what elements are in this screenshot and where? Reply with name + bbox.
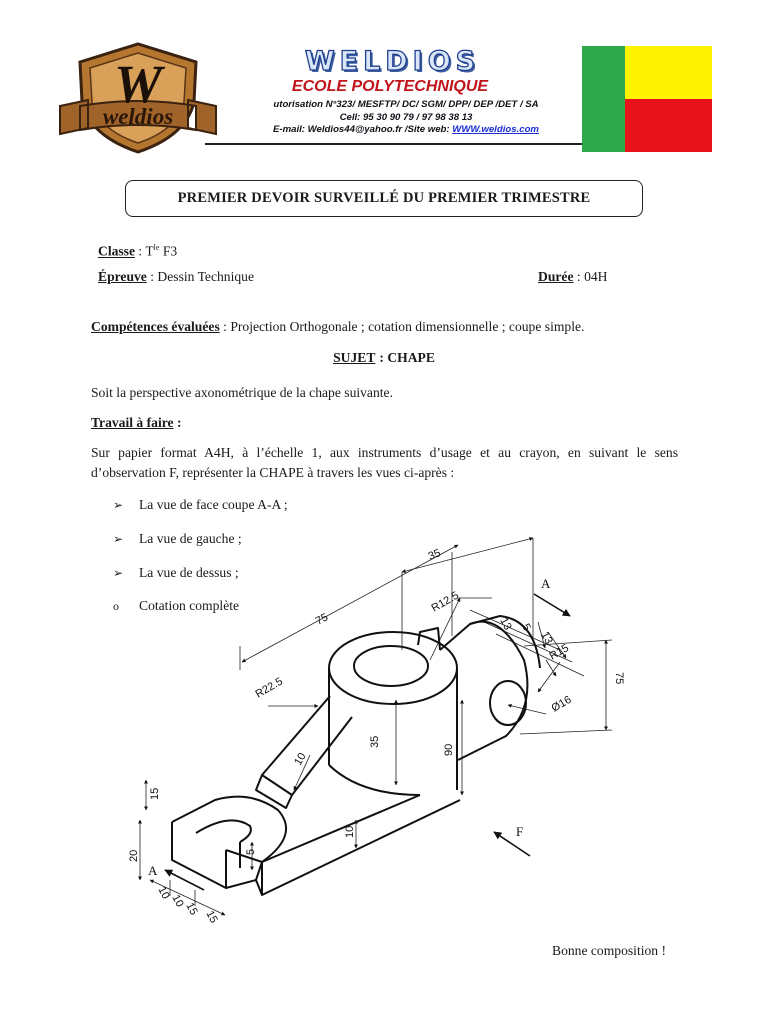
sujet-label: SUJET [333,350,376,365]
dim-15-left: 15 [149,787,161,800]
instruction-line-2: d’observation F, représenter la CHAPE à travers les vues ci-après : [91,465,455,480]
instruction-line-1: Sur papier format A4H, à l’échelle 1, aux instruments d’usage et au crayon, en suivant le sens [91,445,678,460]
authorisation-line: utorisation N°323/ MESFTP/ DC/ SGM/ DPP/ DEP /DET / SA [273,99,539,110]
dim-phi16: Ø16 [549,693,574,715]
competences-label: Compétences évaluées [91,319,220,334]
task-text: La vue de dessus ; [139,565,239,580]
phone-line: Cell: 95 30 90 79 / 97 98 38 13 [339,112,473,123]
task-text: La vue de face coupe A-A ; [139,497,288,512]
sujet-value: : CHAPE [379,350,435,365]
email-text: E-mail: Weldios44@yahoo.fr /Site web: [273,124,453,135]
epreuve-value: Dessin Technique [157,269,254,284]
arrow-bullet-icon: ➢ [113,498,124,512]
dim-r12-5: R12.5 [429,589,461,615]
arrow-bullet-icon: ➢ [113,532,124,546]
dim-75: 75 [313,611,331,628]
task-text: La vue de gauche ; [139,531,242,546]
classe-series: F3 [159,243,178,259]
website-link[interactable]: WWW.weldios.com [452,124,539,135]
dim-10-base: 10 [344,825,356,838]
dim-13-a: 13 [497,615,514,633]
arrow-bullet-icon: ➢ [113,566,124,580]
travail-label: Travail à faire [91,415,174,430]
duree-line: Durée : 04H [538,269,608,284]
dim-5: 5 [519,621,533,633]
competences-value: Projection Orthogonale ; cotation dimensionnelle ; coupe simple. [230,319,585,334]
classe-superscript: le [153,243,160,252]
epreuve-line: Épreuve : Dessin Technique [98,269,254,284]
travail-suffix: : [173,415,182,430]
intro-text: Soit la perspective axonométrique de la chape suivante. [91,385,393,400]
dim-r22-5: R22.5 [253,675,285,701]
section-label-a-bottom: A [148,863,158,878]
circle-bullet-icon: o [113,599,119,613]
dim-35-top: 35 [426,547,443,563]
dim-10-b1: 10 [155,884,172,902]
school-name: ECOLE POLYTECHNIQUE [291,78,489,95]
dim-r15: R15 [547,642,571,663]
exam-title: PREMIER DEVOIR SURVEILLÉ DU PREMIER TRIMESTRE [177,190,591,206]
dim-90: 90 [443,743,455,756]
competences-line: Compétences évaluées : Projection Orthogonale ; cotation dimensionnelle ; coupe simple. [91,319,585,334]
classe-label: Classe [98,243,136,259]
classe-value: T [145,243,154,259]
epreuve-label: Épreuve [98,269,147,284]
dim-10-b2: 10 [169,892,186,910]
part-outline [172,616,540,895]
task-text: Cotation complète [139,598,240,613]
logo-text: weldios [102,104,174,129]
classe-line: Classe : $T^{le}$ F3 [98,243,178,259]
dim-10-rib: 10 [292,750,309,768]
dim-13-b: 13 [538,629,555,647]
dim-5-slot: 5 [245,848,257,855]
dim-20: 20 [128,849,140,862]
dim-15-b2: 15 [203,908,220,926]
dim-15-b: 15 [183,900,200,918]
dim-35-mid: 35 [369,735,381,748]
section-arrows [165,594,570,890]
logo-letter: W [113,54,163,114]
brand-name: WELDIOS [304,46,481,77]
dim-75-right: 75 [613,672,625,685]
closing-text: Bonne composition ! [552,943,667,958]
duree-value: 04H [584,269,608,284]
duree-label: Durée [538,269,574,284]
section-label-a-top: A [541,576,551,591]
view-direction-label-f: F [516,824,524,839]
